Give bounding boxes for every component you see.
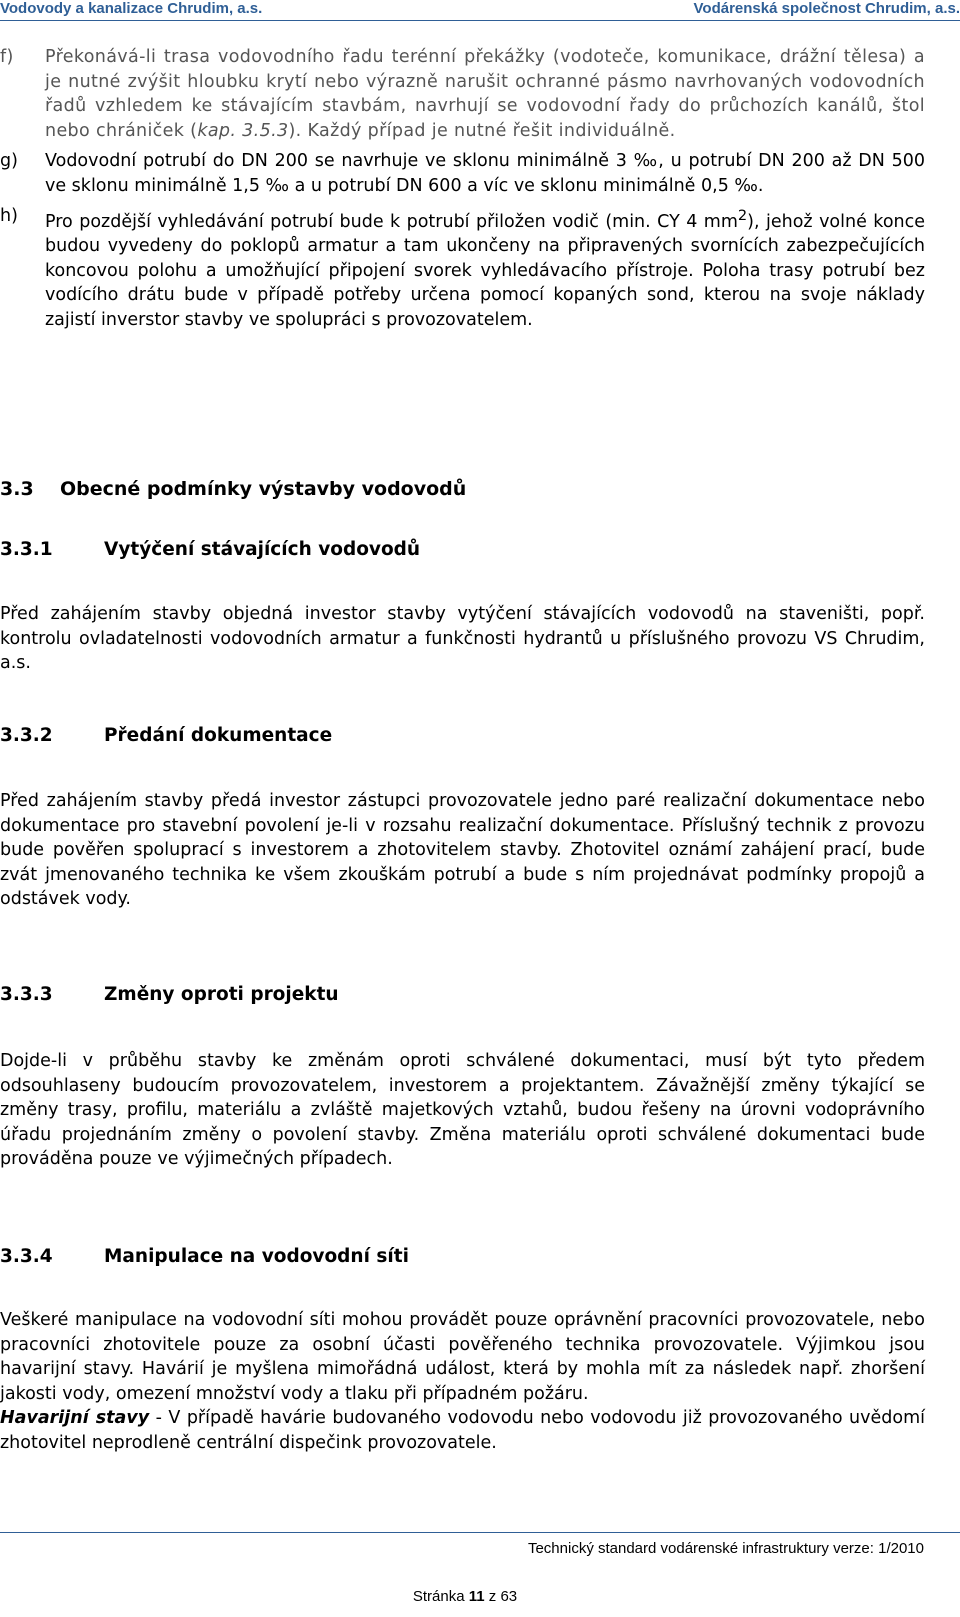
subsection-heading — [0, 725, 332, 746]
list-item-label: g) — [0, 151, 18, 171]
subsection-paragraph: Před zahájením stavby objedná investor stavby vytýčení stávajících vodovodů na staveništi, popř. kontrolu ovladatelnosti vodovodních armatur a funkčnosti hydrantů u příslušného provozu VS Chrudim, a.s. — [0, 604, 925, 673]
subsection-heading — [0, 984, 339, 1005]
footer-rule — [0, 1532, 960, 1533]
section-number: 3.3 — [0, 478, 34, 500]
list-item-text: Vodovodní potrubí do DN 200 se navrhuje ve sklonu minimálně 3 ‰, u potrubí DN 200 až DN 500 ve sklonu minimálně 1,5 ‰ a u potrubí DN 600 a víc ve sklonu minimálně 0,5 ‰. — [45, 151, 925, 196]
footer-document-title: Technický standard vodárenské infrastruktury verze: 1/2010 — [527, 1540, 924, 1557]
superscript: 2 — [737, 207, 748, 224]
subsection-paragraph — [0, 1308, 925, 1455]
emphasis-term: Havarijní stavy — [0, 1408, 150, 1428]
list-item-f — [0, 45, 925, 143]
subsection-number: 3.3.3 — [0, 984, 53, 1005]
subsection-number: 3.3.1 — [0, 539, 53, 560]
subsection-number: 3.3.4 — [0, 1246, 53, 1267]
subsection-paragraph: Před zahájením stavby předá investor zástupci provozovatele jedno paré realizační dokumentace nebo dokumentace pro stavební povolení je-li v rozsahu realizační dokumentace. Příslušný technik z provozu bude pověřen spoluprací s investorem a zhotovitelem stavby. Zhotovitel oznámí zahájení prací, bude zvát jmenovaného technika ke všem zkouškám potrubí a bude s ním projednávat podmínky propojů a odstávek vody. — [0, 791, 925, 909]
list-item-label: h) — [0, 206, 18, 226]
subsection-title: Změny oproti projektu — [104, 984, 339, 1005]
chapter-reference: kap. 3.5.3 — [197, 120, 289, 141]
page-number: Stránka 11 z 63 — [412, 1588, 518, 1605]
list-item-g — [0, 149, 925, 198]
subsection-heading — [0, 539, 420, 560]
section-title: Obecné podmínky výstavby vodovodů — [60, 478, 467, 500]
subsection-title: Vytýčení stávajících vodovodů — [104, 539, 421, 560]
header-rule — [0, 20, 960, 21]
requirements-list — [0, 45, 925, 338]
list-item-h — [0, 204, 925, 332]
subsection-heading — [0, 1246, 409, 1267]
header-company-right: Vodárenská společnost Chrudim, a.s. — [693, 0, 960, 17]
paragraph-manipulation: Veškeré manipulace na vodovodní síti mohou provádět pouze oprávnění pracovníci provozovatele, nebo pracovníci zhotovitele pouze za osobní účasti pověřeného technika provozovatele. Výjimkou jsou havarijní stavy. Havárií je myšlena mimořádná událost, která by mohla mít za následek např. zhoršení jakosti vody, omezení množství vody a tlaku při případném požáru. — [0, 1310, 925, 1404]
subsection-title: Manipulace na vodovodní síti — [104, 1246, 409, 1267]
list-item-text: Překonává-li trasa vodovodního řadu terénní překážky (vodoteče, komunikace, drážní tělesa) a je nutné zvýšit hloubku krytí nebo výrazně narušit ochranné pásmo navrhovaných vodovodních řadů vzhledem ke stávajícím stavbám, navrhují se vodovodní řady do průchozích kanálů, štol nebo chrániček (kap. 3.5.3). Každý případ je nutné řešit individuálně. — [45, 47, 925, 141]
subsection-paragraph: Dojde-li v průběhu stavby ke změnám oproti schválené dokumentaci, musí být tyto předem odsouhlaseny budoucím provozovatelem, investorem a projektantem. Závažnější změny týkající se změny trasy, profilu, materiálu a zvláště majetkových vztahů, budou řešeny na úrovni vodoprávního úřadu projednáním změny o povolení stavby. Změna materiálu oproti schválené dokumentaci bude prováděna pouze ve výjimečných případech. — [0, 1051, 925, 1169]
section-heading — [0, 478, 466, 500]
list-item-label: f) — [0, 47, 14, 67]
subsection-title: Předání dokumentace — [104, 725, 333, 746]
subsection-number: 3.3.2 — [0, 725, 53, 746]
header-company-left: Vodovody a kanalizace Chrudim, a.s. — [0, 0, 263, 17]
page-header — [0, 0, 960, 22]
paragraph-emergency: Havarijní stavy - V případě havárie budovaného vodovodu nebo vodovodu již provozovaného uvědomí zhotovitel neprodleně centrální dispečink provozovatele. — [0, 1408, 925, 1453]
list-item-text: Pro pozdější vyhledávání potrubí bude k potrubí přiložen vodič (min. CY 4 $mm^2$), jehož volné konce budou vyvedeny do poklopů armatur a tam ukončeny na připravených svornících zabezpečujících koncovou polohu a umožňující připojení svorek vyhledávacího přístroje. Poloha trasy potrubí bez vodícího drátu bude v případě potřeby určena pomocí kopaných sond, kterou na svoje náklady zajistí inverstor stavby ve spolupráci s provozovatelem. — [45, 207, 925, 330]
